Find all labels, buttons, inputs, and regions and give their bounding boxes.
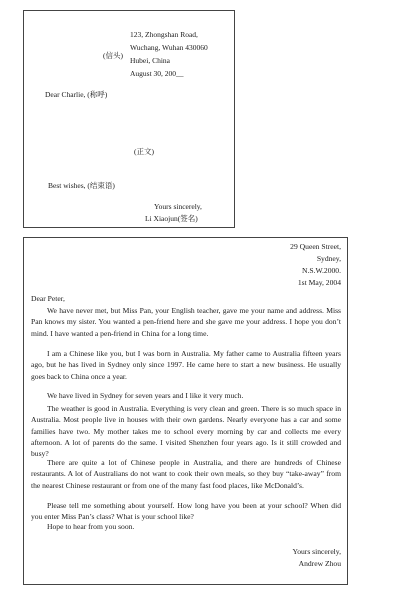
letter-paragraph-7: Hope to hear from you soon. — [47, 522, 135, 531]
letter-address-line-3: N.S.W.2000. — [302, 266, 341, 275]
letter-paragraph-6: Please tell me something about yourself. How long have you been at your school? When did you enter Miss Pan’s class? What is your school like? — [31, 501, 341, 522]
template-salutation: Dear Charlie, (称呼) — [45, 90, 108, 99]
body-label: (正文) — [134, 147, 154, 156]
letter-paragraph-3: We have lived in Sydney for seven years and I like it very much. — [47, 391, 244, 400]
letter-salutation: Dear Peter, — [31, 294, 65, 303]
letter-signature: Andrew Zhou — [298, 559, 341, 568]
template-address-line-3: Hubei, China — [130, 56, 170, 65]
letter-paragraph-1: We have never met, but Miss Pan, your English teacher, gave me your name and address. Miss Pan knows my sister. You wanted a pen-friend here and she gave me your address. I hope you don’t mind. I have wanted a pen-friend in China for a long time. — [31, 306, 341, 338]
letter-signoff: Yours sincerely, — [292, 547, 341, 556]
template-address-line-2: Wuchang, Wuhan 430060 — [130, 43, 208, 52]
template-signoff: Yours sincerely, — [154, 202, 202, 211]
template-date: August 30, 200__ — [130, 69, 184, 78]
letter-paragraph-4: The weather is good in Australia. Everything is very clean and green. There is so much space in Australia. Most people live in houses with their own gardens. Nearly everyone has a car and some families have two. My mother takes me to school every morning by car and collects me every afternoon. A lot of parents do the same. I visited Shenzhen four years ago. Is it still crowded and busy? — [31, 404, 341, 458]
letter-address-line-1: 29 Queen Street, — [290, 242, 341, 251]
sample-letter — [23, 237, 348, 585]
letter-paragraph-5: There are quite a lot of Chinese people in Australia, and there are hundreds of Chinese restaurants. A lot of Australians do not want to cook their own meals, so they buy “take-away” from the nearest Chinese restaurant or from one of the many fast food places, like McDonald’s. — [31, 458, 341, 490]
template-address-line-1: 123, Zhongshan Road, — [130, 30, 198, 39]
letter-date: 1st May, 2004 — [297, 278, 341, 287]
letter-paragraph-2: I am a Chinese like you, but I was born in Australia. My father came to Australia fifteen years ago, but he has lived in Sydney only since 1997. He came here to start a new business. He usually goes back to China once a year. — [31, 349, 341, 381]
letter-format-template — [23, 10, 235, 228]
letter-address-line-2: Sydney, — [316, 254, 341, 263]
heading-label: (信头) — [103, 51, 123, 60]
template-closing: Best wishes, (结束语) — [48, 181, 115, 190]
template-signature: Li Xiaojun(签名) — [145, 214, 198, 223]
